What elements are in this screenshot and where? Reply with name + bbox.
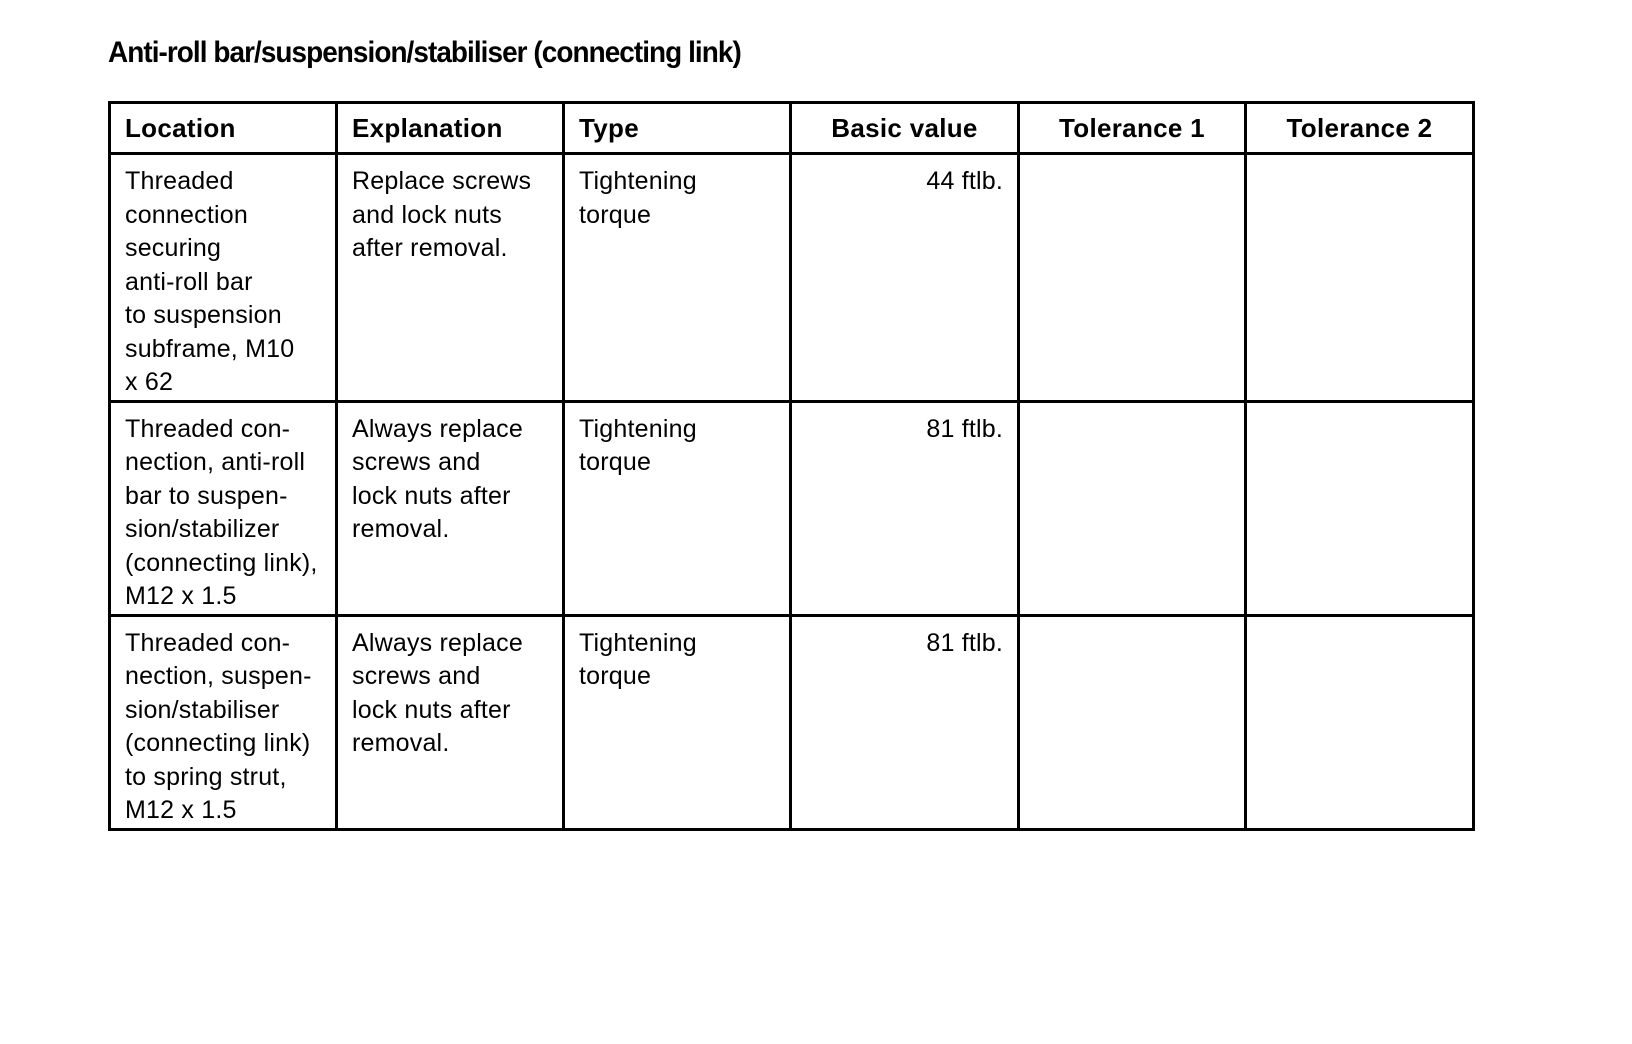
cell-tolerance-2 [1246, 615, 1474, 829]
column-header-type: Type [564, 103, 791, 154]
cell-tolerance-2 [1246, 401, 1474, 615]
cell-tolerance-2 [1246, 154, 1474, 402]
column-header-explanation: Explanation [337, 103, 564, 154]
cell-basic-value: 44 ftlb. [791, 154, 1019, 402]
cell-tolerance-1 [1019, 401, 1246, 615]
cell-type: Tightening torque [564, 401, 791, 615]
cell-type: Tightening torque [564, 615, 791, 829]
table-row [110, 401, 1474, 615]
cell-tolerance-1 [1019, 615, 1246, 829]
cell-type: Tightening torque [564, 154, 791, 402]
cell-location: Threaded connection securing anti-roll bar to suspension subframe, M10 x 62 [110, 154, 337, 402]
cell-basic-value: 81 ftlb. [791, 615, 1019, 829]
cell-location: Threaded con- nection, anti-roll bar to suspen- sion/stabilizer (connecting link), M12 x 1.5 [110, 401, 337, 615]
column-header-tolerance-2: Tolerance 2 [1246, 103, 1474, 154]
column-header-location: Location [110, 103, 337, 154]
page-title: Anti-roll bar/suspension/stabiliser (connecting link) [108, 36, 741, 69]
cell-location: Threaded con- nection, suspen- sion/stabiliser (connecting link) to spring strut, M12 x 1.5 [110, 615, 337, 829]
cell-explanation: Always replace screws and lock nuts after removal. [337, 401, 564, 615]
column-header-basic-value: Basic value [791, 103, 1019, 154]
table-header-row [110, 103, 1474, 154]
table-row [110, 154, 1474, 402]
cell-tolerance-1 [1019, 154, 1246, 402]
cell-basic-value: 81 ftlb. [791, 401, 1019, 615]
cell-explanation: Replace screws and lock nuts after removal. [337, 154, 564, 402]
column-header-tolerance-1: Tolerance 1 [1019, 103, 1246, 154]
cell-explanation: Always replace screws and lock nuts after removal. [337, 615, 564, 829]
torque-spec-table [108, 101, 1475, 831]
table-row [110, 615, 1474, 829]
